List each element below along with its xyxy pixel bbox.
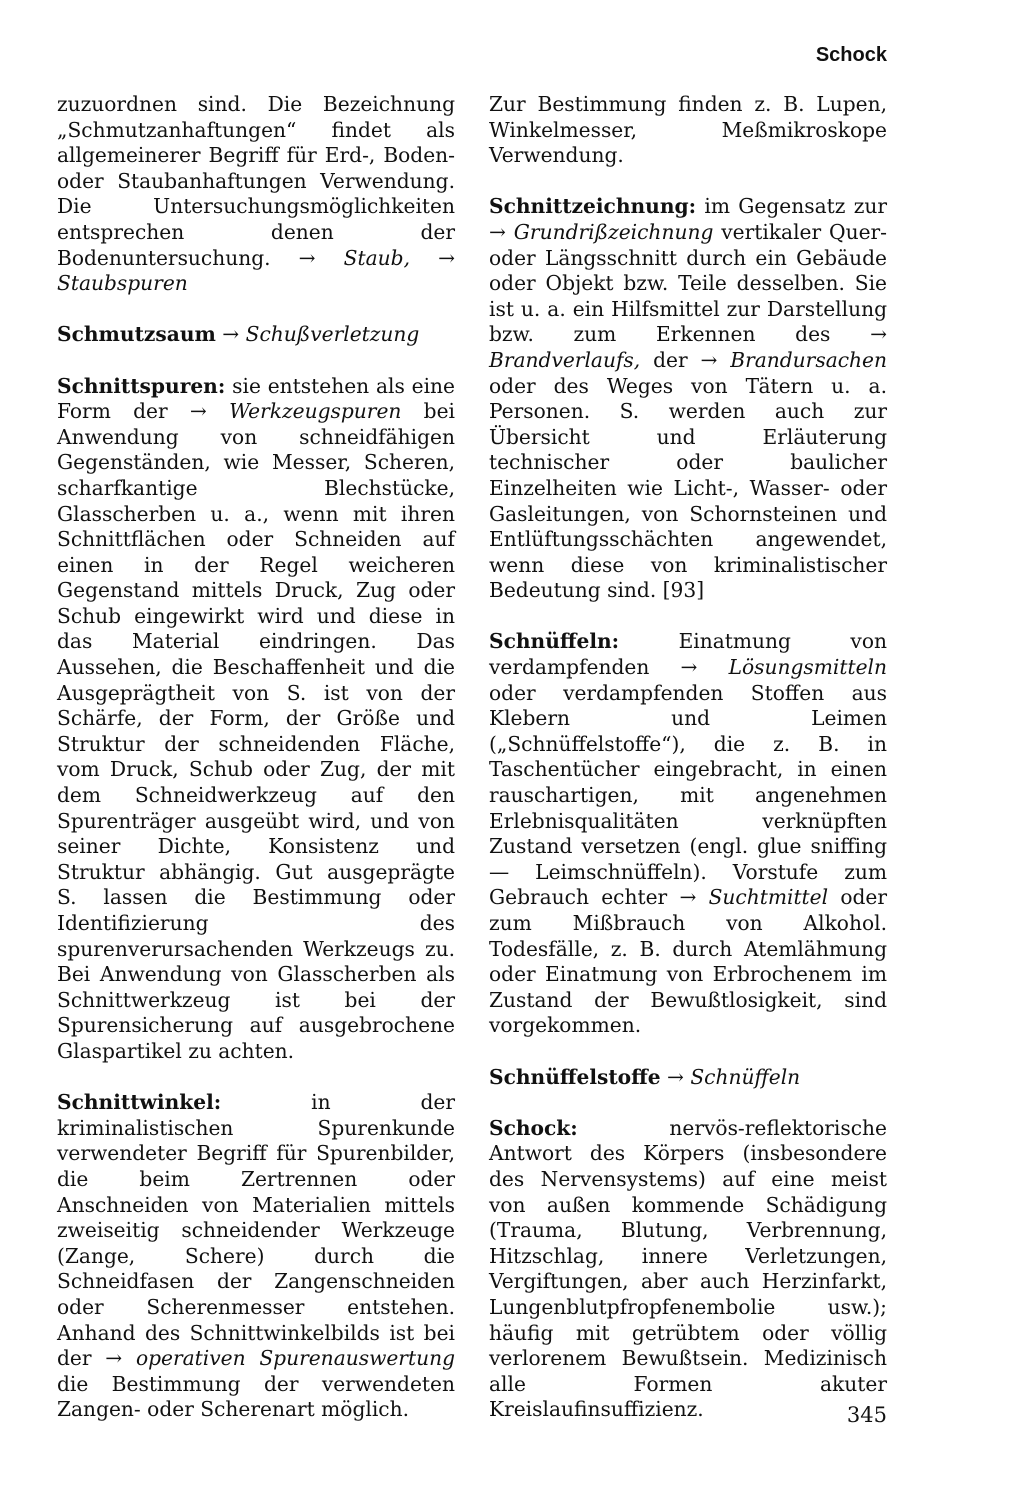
- arrow: →: [489, 219, 514, 244]
- arrow: →: [410, 245, 455, 270]
- continuation-text: Zur Bestimmung finden z. B. Lupen, Winkelmesser, Meßmikroskope Verwendung.: [489, 92, 887, 168]
- arrow: →: [298, 245, 344, 270]
- entry-text: der: [640, 347, 701, 372]
- right-column: [489, 92, 887, 1423]
- entry-schnittspuren: [57, 374, 455, 1065]
- entry-continuation: [489, 92, 887, 169]
- running-head: Schock: [815, 44, 887, 66]
- entry-schnueffeln: [489, 629, 887, 1039]
- cross-reference: Brandverlaufs,: [489, 347, 641, 372]
- entry-schmutzsaum: [57, 322, 455, 348]
- cross-reference: operativen Spurenauswertung: [135, 1346, 455, 1371]
- arrow: →: [679, 885, 709, 910]
- entry-text: Einatmung von verdampfenden: [489, 629, 887, 680]
- entry-text: oder des Weges von Tätern u. a. Personen. S. werden auch zur Übersicht und Erläuterung technischer oder baulicher Einzelheiten wie Licht-, Wasser- oder Gasleitungen, von Schornsteinen und Entlüftungsschächten angewendet, wenn diese von kriminalistischer Bedeutung sind. [93]: [489, 373, 887, 603]
- entry-headword: Schnüffelstoffe: [489, 1064, 661, 1089]
- entry-text: im Gegensatz zur: [696, 194, 887, 219]
- entry-headword: Schnittwinkel:: [57, 1090, 222, 1115]
- entry-text: vertikaler Quer- oder Längsschnitt durch ein Gebäude oder Objekt bzw. Teile desselben. Sie ist u. a. ein Hilfsmittel zur Darstellung bzw. zum Erkennen des: [489, 219, 887, 347]
- entry-headword: Schnüffeln:: [489, 629, 620, 654]
- entry-headword: Schock:: [489, 1115, 578, 1140]
- entry-continuation: [57, 92, 455, 297]
- entry-text: die Bestimmung der verwendeten Zangen- oder Scherenart möglich.: [57, 1371, 455, 1422]
- entry-text: nervös-reflektorische Antwort des Körpers (insbesondere des Nervensystems) auf eine meist von außen kommende Schädigung (Trauma, Blutung, Verbrennung, Hitzschlag, innere Verletzungen, Vergiftungen, aber auch Herzinfarkt, Lungenblutpfropfenembolie usw.); häufig mit getrübtem oder völlig verlorenem Bewußtsein. Medizinisch alle Formen akuter Kreislaufinsuffizienz.: [489, 1115, 887, 1422]
- arrow: →: [189, 399, 230, 424]
- entry-schnittzeichnung: [489, 194, 887, 604]
- left-column: [57, 92, 455, 1423]
- cross-reference: Schußverletzung: [245, 322, 420, 347]
- entry-text: bei Anwendung von schneidfähigen Gegenständen, wie Messer, Scheren, scharfkantige Blechstücke, Glasscherben u. a., wenn mit ihren Schnittflächen oder Schneiden auf einen in der Regel weicheren Gegenstand mittels Druck, Zug oder Schub eingewirkt wird und diese in das Material eindringen. Das Aussehen, die Beschaffenheit und die Ausgeprägtheit von S. ist von der Schärfe, der Form, der Größe und Struktur der schneidenden Fläche, vom Druck, Schub oder Zug, der mit dem Schneidwerkzeug auf den Spurenträger ausgeübt wird, und von seiner Dichte, Konsistenz und Struktur abhängig. Gut ausgeprägte S. lassen die Bestimmung oder Identifizierung des spurenverursachenden Werkzeugs zu. Bei Anwendung von Glasscherben als Schnittwerkzeug ist bei der Spurensicherung auf ausgebrochene Glaspartikel zu achten.: [57, 399, 455, 1063]
- entry-text: oder verdampfenden Stoffen aus Klebern und Leimen („Schnüffelstoffe“), die z. B. in Taschentücher eingebracht, in einen rauschartigen, mit angenehmen Erlebnisqualitäten verknüpften Zustand versetzen (engl. glue sniffing — Leimschnüffeln). Vorstufe zum Gebrauch echter: [489, 680, 887, 910]
- arrow: →: [660, 1064, 691, 1089]
- arrow: →: [680, 655, 729, 680]
- cross-reference: Brandursachen: [730, 347, 887, 372]
- page-number: 345: [846, 1403, 887, 1427]
- entry-schnueffelstoffe: [489, 1065, 887, 1091]
- cross-reference: Staubspuren: [57, 271, 188, 296]
- entry-text: in der kriminalistischen Spurenkunde verwendeter Begriff für Spurenbilder, die beim Zertrennen oder Anschneiden von Materialien mittels zweiseitig schneidender Werkzeuge (Zange, Schere) durch die Schneidfasen der Zangenschneiden oder Scherenmesser entstehen. Anhand des Schnittwinkelbilds ist bei der: [57, 1090, 455, 1371]
- arrow: →: [105, 1346, 136, 1371]
- arrow: →: [700, 347, 731, 372]
- entry-headword: Schnittspuren:: [57, 373, 226, 398]
- cross-reference: Grundrißzeichnung: [513, 219, 714, 244]
- continuation-text: zuzuordnen sind. Die Bezeichnung „Schmutzanhaftungen“ findet als allgemeinerer Begriff für Erd-, Boden- oder Staubanhaftungen Verwendung. Die Untersuchungsmöglichkeiten entsprechen denen der Bodenuntersuchung.: [57, 92, 455, 270]
- entry-text: oder zum Mißbrauch von Alkohol. Todesfälle, z. B. durch Atemlähmung oder Einatmung von Erbrochenem im Zustand der Bewußtlosigkeit, sind vorgekommen.: [489, 885, 887, 1038]
- cross-reference: Staub,: [343, 245, 410, 270]
- arrow: →: [215, 322, 246, 347]
- cross-reference: Lösungsmitteln: [728, 655, 887, 680]
- entry-text: sie entstehen als eine Form der: [57, 373, 455, 424]
- entry-headword: Schnittzeichnung:: [489, 194, 697, 219]
- cross-reference: Suchtmittel: [708, 885, 829, 910]
- entry-schock: [489, 1116, 887, 1423]
- cross-reference: Schnüffeln: [690, 1064, 801, 1089]
- entry-schnittwinkel: [57, 1090, 455, 1423]
- cross-reference: Werkzeugspuren: [229, 399, 402, 424]
- arrow: →: [870, 322, 887, 347]
- entry-headword: Schmutzsaum: [57, 322, 216, 347]
